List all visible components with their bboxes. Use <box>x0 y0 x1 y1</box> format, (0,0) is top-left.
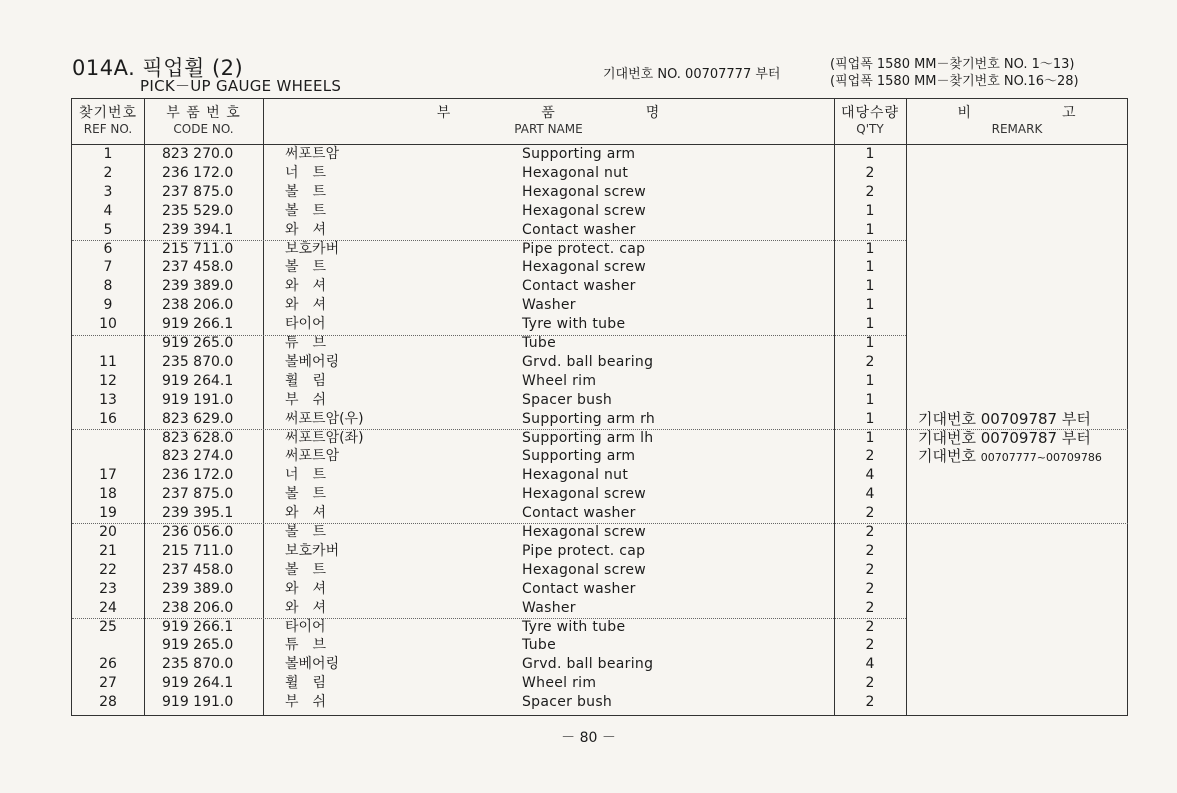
ref-no-cell: 1 <box>103 146 113 162</box>
header-remark-en: REMARK <box>991 122 1043 136</box>
qty-cell: 1 <box>865 410 875 427</box>
code-no-cell: 237 875.0 <box>162 486 234 503</box>
ref-no-cell: 12 <box>99 372 117 389</box>
header-name-ko: 부 품 명 <box>436 105 661 121</box>
part-name-ko-cell: 휠 림 <box>285 372 327 389</box>
table-row <box>72 674 1127 693</box>
ref-no-cell: 8 <box>103 278 113 295</box>
part-name-ko-cell: 와 셔 <box>285 278 327 295</box>
header-qty-en: Q'TY <box>856 122 884 136</box>
table-row <box>72 353 1127 372</box>
part-name-ko-cell: 와 셔 <box>285 599 327 616</box>
serial-from-note: 기대번호 NO. 00707777 부터 <box>603 67 781 82</box>
width-note-1: (픽업폭 1580 MM－찾기번호 NO. 1～13) <box>830 57 1075 72</box>
parts-table <box>71 98 1128 716</box>
ref-no-cell: 7 <box>103 259 113 276</box>
remark-serial-range: 00707777~00709786 <box>980 451 1102 465</box>
code-no-cell: 919 191.0 <box>162 694 234 711</box>
part-name-en-cell: Tube <box>522 637 556 654</box>
code-no-cell: 919 265.0 <box>162 335 234 351</box>
table-row <box>72 447 1127 466</box>
qty-cell: 2 <box>865 448 875 465</box>
table-row <box>72 636 1127 655</box>
table-row <box>72 561 1127 580</box>
code-no-cell: 823 629.0 <box>162 410 234 427</box>
qty-cell: 1 <box>865 429 875 446</box>
code-no-cell: 823 270.0 <box>162 146 234 162</box>
table-row <box>72 466 1127 485</box>
part-name-en-cell: Wheel rim <box>522 675 597 692</box>
part-name-en-cell: Washer <box>522 297 576 314</box>
part-name-ko-cell: 볼 트 <box>285 561 327 578</box>
part-name-en-cell: Hexagonal screw <box>522 202 647 219</box>
qty-cell: 2 <box>865 599 875 616</box>
code-no-cell: 235 529.0 <box>162 202 234 219</box>
ref-no-cell: 24 <box>99 599 117 616</box>
code-no-cell: 919 266.1 <box>162 618 234 635</box>
part-name-ko-cell: 써포트암 <box>285 448 340 465</box>
ref-no-cell: 11 <box>99 353 117 370</box>
qty-cell: 1 <box>865 372 875 389</box>
ref-no-cell: 28 <box>99 694 117 711</box>
qty-cell: 2 <box>865 164 875 181</box>
part-name-ko-cell: 써포트암(좌) <box>285 429 364 446</box>
part-name-ko-cell: 튜 브 <box>285 637 327 654</box>
ref-no-cell: 25 <box>99 618 117 635</box>
ref-no-cell: 21 <box>99 542 117 559</box>
ref-no-cell: 4 <box>103 202 113 219</box>
qty-cell: 4 <box>865 467 875 484</box>
part-name-en-cell: Grvd. ball bearing <box>522 656 654 673</box>
part-name-en-cell: Hexagonal screw <box>522 486 647 503</box>
code-no-cell: 239 394.1 <box>162 221 234 238</box>
part-name-en-cell: Hexagonal screw <box>522 259 647 276</box>
qty-cell: 1 <box>865 221 875 238</box>
header-code <box>144 105 263 137</box>
header-qty-ko: 대당수량 <box>840 105 900 121</box>
part-name-ko-cell: 부 쉬 <box>285 391 327 408</box>
part-name-en-cell: Pipe protect. cap <box>522 542 646 559</box>
table-row <box>72 202 1127 221</box>
table-row <box>72 296 1127 315</box>
ref-no-cell: 18 <box>99 486 117 503</box>
part-name-ko-cell: 볼베어링 <box>285 353 340 370</box>
ref-no-cell: 5 <box>103 221 113 238</box>
code-no-cell: 239 389.0 <box>162 580 234 597</box>
header-ref-ko: 찾기번호 <box>78 105 138 121</box>
ref-no-cell: 6 <box>103 240 113 257</box>
qty-cell: 4 <box>865 486 875 503</box>
part-name-ko-cell: 타이어 <box>285 618 326 635</box>
part-name-ko-cell: 볼베어링 <box>285 656 340 673</box>
part-name-ko-cell: 와 셔 <box>285 297 327 314</box>
code-no-cell: 237 875.0 <box>162 183 234 200</box>
ref-no-cell: 2 <box>103 164 113 181</box>
part-name-en-cell: Hexagonal nut <box>522 164 629 181</box>
part-name-en-cell: Tyre with tube <box>522 316 626 333</box>
remark-text: 기대번호 00709787 부터 <box>918 428 1091 447</box>
part-name-ko-cell: 볼 트 <box>285 524 327 540</box>
part-name-en-cell: Supporting arm lh <box>522 429 654 446</box>
part-name-en-cell: Wheel rim <box>522 372 597 389</box>
remark-cell <box>918 447 1102 467</box>
code-no-cell: 235 870.0 <box>162 353 234 370</box>
part-name-en-cell: Supporting arm <box>522 448 636 465</box>
table-row <box>72 504 1127 523</box>
code-no-cell: 238 206.0 <box>162 599 234 616</box>
part-name-ko-cell: 써포트암(우) <box>285 410 364 427</box>
qty-cell: 1 <box>865 316 875 333</box>
page-number: － 80 － <box>561 730 616 746</box>
width-note-2: (픽업폭 1580 MM－찾기번호 NO.16～28) <box>830 74 1079 89</box>
qty-cell: 1 <box>865 278 875 295</box>
part-name-ko-cell: 너 트 <box>285 467 327 484</box>
table-row <box>72 145 1127 164</box>
ref-no-cell: 16 <box>99 410 117 427</box>
header-ref-en: REF NO. <box>83 122 133 136</box>
table-row <box>72 164 1127 183</box>
code-no-cell: 919 266.1 <box>162 316 234 333</box>
remark-text: 기대번호 <box>918 447 981 466</box>
part-name-en-cell: Contact washer <box>522 278 636 295</box>
part-name-ko-cell: 휠 림 <box>285 675 327 692</box>
header-qty <box>834 105 906 137</box>
qty-cell: 2 <box>865 580 875 597</box>
ref-no-cell: 23 <box>99 580 117 597</box>
code-no-cell: 235 870.0 <box>162 656 234 673</box>
code-no-cell: 239 389.0 <box>162 278 234 295</box>
qty-cell: 2 <box>865 353 875 370</box>
part-name-ko-cell: 와 셔 <box>285 221 327 238</box>
part-name-en-cell: Hexagonal nut <box>522 467 629 484</box>
qty-cell: 2 <box>865 618 875 635</box>
table-row <box>72 391 1127 410</box>
ref-no-cell: 10 <box>99 316 117 333</box>
ref-no-cell: 3 <box>103 183 113 200</box>
ref-no-cell: 9 <box>103 297 113 314</box>
header-remark <box>906 105 1128 137</box>
qty-cell: 1 <box>865 259 875 276</box>
code-no-cell: 238 206.0 <box>162 297 234 314</box>
qty-cell: 2 <box>865 524 875 540</box>
part-name-en-cell: Spacer bush <box>522 391 613 408</box>
qty-cell: 1 <box>865 202 875 219</box>
code-no-cell: 919 264.1 <box>162 372 234 389</box>
header-remark-ko: 비 고 <box>957 105 1077 121</box>
part-name-en-cell: Spacer bush <box>522 694 613 711</box>
table-row <box>72 485 1127 504</box>
ref-no-cell: 22 <box>99 561 117 578</box>
page-subtitle: PICK－UP GAUGE WHEELS <box>140 77 342 95</box>
code-no-cell: 919 191.0 <box>162 391 234 408</box>
table-row <box>72 183 1127 202</box>
part-name-en-cell: Hexagonal screw <box>522 524 647 540</box>
qty-cell: 1 <box>865 335 875 351</box>
qty-cell: 1 <box>865 240 875 257</box>
table-row <box>72 523 1127 542</box>
header-ref <box>72 105 144 137</box>
part-name-en-cell: Supporting arm <box>522 146 636 162</box>
table-row <box>72 618 1127 637</box>
table-row <box>72 580 1127 599</box>
code-no-cell: 823 274.0 <box>162 448 234 465</box>
code-no-cell: 237 458.0 <box>162 561 234 578</box>
table-row <box>72 334 1127 353</box>
part-name-ko-cell: 보호카버 <box>285 240 340 257</box>
part-name-ko-cell: 타이어 <box>285 316 326 333</box>
part-name-ko-cell: 튜 브 <box>285 335 327 351</box>
code-no-cell: 919 265.0 <box>162 637 234 654</box>
table-row <box>72 429 1127 448</box>
qty-cell: 2 <box>865 183 875 200</box>
qty-cell: 2 <box>865 542 875 559</box>
header-code-en: CODE NO. <box>173 122 234 136</box>
code-no-cell: 236 056.0 <box>162 524 234 540</box>
code-no-cell: 823 628.0 <box>162 429 234 446</box>
ref-no-cell: 26 <box>99 656 117 673</box>
ref-no-cell: 13 <box>99 391 117 408</box>
part-name-en-cell: Contact washer <box>522 580 636 597</box>
header-code-ko: 부 품 번 호 <box>166 105 241 121</box>
qty-cell: 1 <box>865 146 875 162</box>
table-row <box>72 410 1127 429</box>
qty-cell: 4 <box>865 656 875 673</box>
table-row <box>72 372 1127 391</box>
table-row <box>72 599 1127 618</box>
table-row <box>72 693 1127 712</box>
width-notes <box>830 56 1079 90</box>
part-name-ko-cell: 와 셔 <box>285 580 327 597</box>
part-name-en-cell: Grvd. ball bearing <box>522 353 654 370</box>
table-row <box>72 655 1127 674</box>
part-name-ko-cell: 너 트 <box>285 164 327 181</box>
table-row <box>72 240 1127 259</box>
part-name-ko-cell: 볼 트 <box>285 259 327 276</box>
table-row <box>72 542 1127 561</box>
part-name-en-cell: Contact washer <box>522 221 636 238</box>
qty-cell: 2 <box>865 561 875 578</box>
qty-cell: 1 <box>865 391 875 408</box>
part-name-en-cell: Hexagonal screw <box>522 183 647 200</box>
qty-cell: 2 <box>865 694 875 711</box>
code-no-cell: 236 172.0 <box>162 467 234 484</box>
part-name-ko-cell: 써포트암 <box>285 146 340 162</box>
code-no-cell: 215 711.0 <box>162 240 234 257</box>
part-name-en-cell: Contact washer <box>522 505 636 522</box>
ref-no-cell: 17 <box>99 467 117 484</box>
page-title: 014A. 픽업휠 (2) <box>72 56 244 80</box>
part-name-en-cell: Supporting arm rh <box>522 410 656 427</box>
remark-cell <box>918 410 1091 429</box>
header-name-en: PART NAME <box>514 122 583 136</box>
part-name-en-cell: Pipe protect. cap <box>522 240 646 257</box>
part-name-ko-cell: 보호카버 <box>285 542 340 559</box>
part-name-ko-cell: 부 쉬 <box>285 694 327 711</box>
part-name-en-cell: Hexagonal screw <box>522 561 647 578</box>
qty-cell: 2 <box>865 505 875 522</box>
table-row <box>72 277 1127 296</box>
table-row <box>72 221 1127 240</box>
table-row <box>72 315 1127 334</box>
code-no-cell: 236 172.0 <box>162 164 234 181</box>
qty-cell: 2 <box>865 675 875 692</box>
code-no-cell: 215 711.0 <box>162 542 234 559</box>
ref-no-cell: 27 <box>99 675 117 692</box>
part-name-en-cell: Tube <box>522 335 556 351</box>
code-no-cell: 919 264.1 <box>162 675 234 692</box>
part-name-en-cell: Washer <box>522 599 576 616</box>
remark-text: 기대번호 00709787 부터 <box>918 409 1091 428</box>
header-part-name <box>263 105 834 137</box>
part-name-ko-cell: 볼 트 <box>285 202 327 219</box>
ref-no-cell: 19 <box>99 505 117 522</box>
remark-cell <box>918 429 1091 448</box>
ref-no-cell: 20 <box>99 524 117 540</box>
code-no-cell: 239 395.1 <box>162 505 234 522</box>
part-name-en-cell: Tyre with tube <box>522 618 626 635</box>
qty-cell: 2 <box>865 637 875 654</box>
table-row <box>72 258 1127 277</box>
part-name-ko-cell: 볼 트 <box>285 183 327 200</box>
part-name-ko-cell: 볼 트 <box>285 486 327 503</box>
part-name-ko-cell: 와 셔 <box>285 505 327 522</box>
code-no-cell: 237 458.0 <box>162 259 234 276</box>
qty-cell: 1 <box>865 297 875 314</box>
